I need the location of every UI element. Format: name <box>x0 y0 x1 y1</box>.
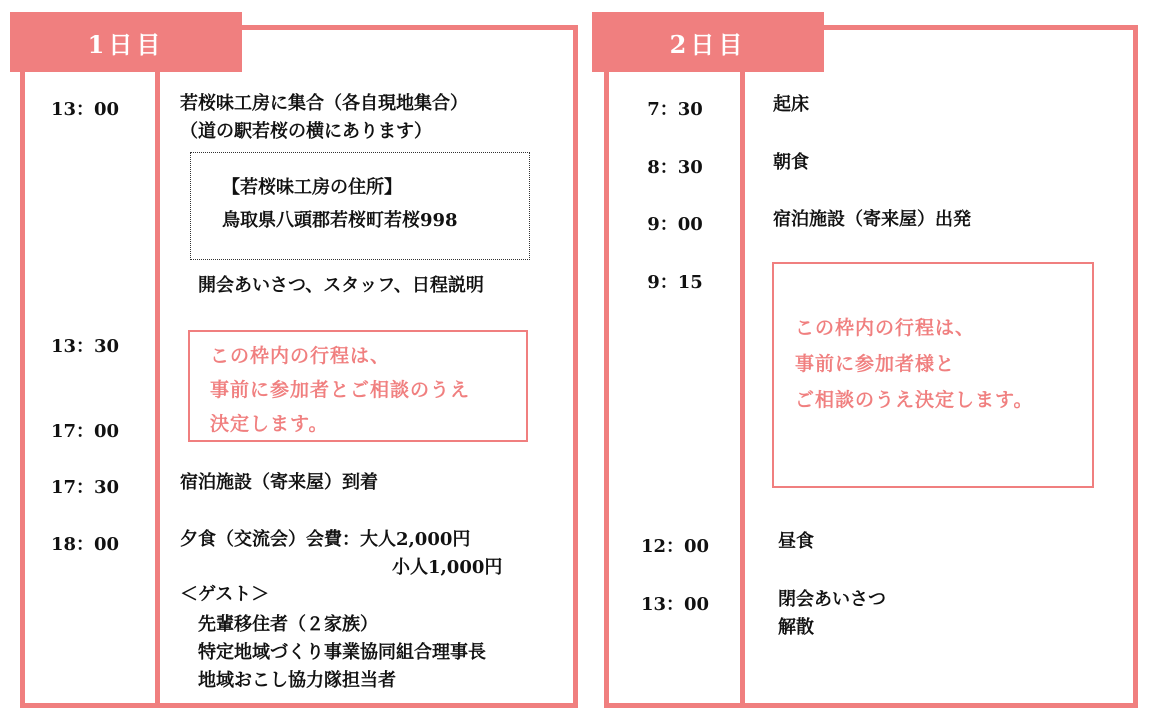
day1-opening: 開会あいさつ、スタッフ、日程説明 <box>198 275 484 296</box>
day2-note-line2: 事前に参加者様と <box>795 353 956 375</box>
day2-tab: 2日目 <box>592 12 824 72</box>
day2-time-0915: 9：15 <box>647 272 703 293</box>
day2-time-1200: 12：00 <box>640 536 710 557</box>
day2-closing-line1: 閉会あいさつ <box>778 589 886 610</box>
day1-divider <box>155 70 160 708</box>
day1-time-1330: 13：30 <box>50 336 120 357</box>
day1-time-1730: 17：30 <box>50 477 120 498</box>
day2-wake: 起床 <box>773 94 809 115</box>
day2-note-line3: ご相談のうえ決定します。 <box>795 389 1034 411</box>
day1-note-line3: 決定します。 <box>210 413 329 435</box>
day1-note-line2: 事前に参加者とご相談のうえ <box>210 379 471 401</box>
day1-address-title: 【若桜味工房の住所】 <box>222 177 402 198</box>
day2-depart: 宿泊施設（寄来屋）出発 <box>773 209 971 230</box>
day2-breakfast: 朝食 <box>773 152 809 173</box>
day1-note-line1: この枠内の行程は、 <box>210 345 391 367</box>
day1-time-1300: 13：00 <box>50 99 120 120</box>
day1-time-1800: 18：00 <box>50 534 120 555</box>
day1-meet-line1: 若桜味工房に集合（各自現地集合） <box>180 93 468 114</box>
day1-guest-3: 地域おこし協力隊担当者 <box>198 670 396 691</box>
day1-guest-2: 特定地域づくり事業協同組合理事長 <box>198 642 486 663</box>
day1-guest-heading: ＜ゲスト＞ <box>180 584 270 605</box>
day2-note-line1: この枠内の行程は、 <box>795 317 976 339</box>
day1-dinner-line2: 小人1,000円 <box>392 557 503 578</box>
day1-tab: 1日目 <box>10 12 242 72</box>
day1-arrival: 宿泊施設（寄来屋）到着 <box>180 472 378 493</box>
day1-address-box <box>190 152 530 260</box>
day1-guest-1: 先輩移住者（２家族） <box>198 614 378 635</box>
day2-time-1300: 13：00 <box>640 594 710 615</box>
day1-meet-line2: （道の駅若桜の横にあります） <box>180 121 432 142</box>
day1-time-1700: 17：00 <box>50 421 120 442</box>
day1-address: 鳥取県八頭郡若桜町若桜998 <box>222 210 458 231</box>
day2-time-0730: 7：30 <box>647 99 703 120</box>
day2-time-0900: 9：00 <box>647 214 703 235</box>
day2-divider <box>740 70 745 708</box>
day1-dinner-line1: 夕食（交流会）会費：大人2,000円 <box>180 529 471 550</box>
day2-time-0830: 8：30 <box>647 157 703 178</box>
day2-closing-line2: 解散 <box>778 617 814 638</box>
day2-lunch: 昼食 <box>778 531 814 552</box>
